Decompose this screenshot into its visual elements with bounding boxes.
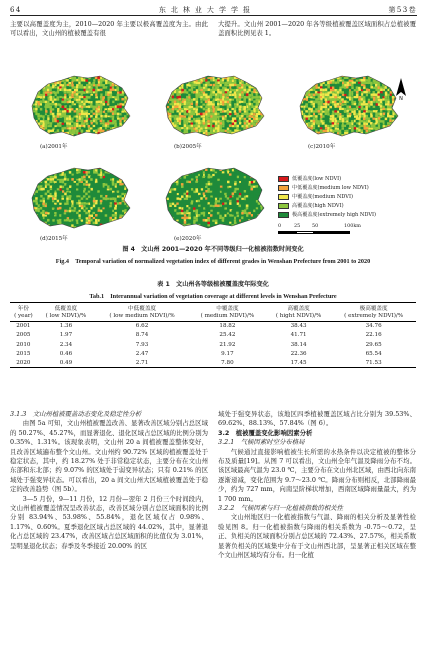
body-column-right	[218, 410, 416, 659]
table-cell: 2.47	[135, 350, 149, 357]
table-cell: 1.97	[59, 332, 73, 339]
figure-caption-cn: 图 4 文山州 2001—2020 年不同等级归一化植被指数时间变化	[122, 246, 304, 253]
page-number: 64	[10, 5, 22, 14]
column-header: 高覆盖度	[266, 303, 331, 313]
legend-label: 极高覆盖度(extremely high NDVI)	[292, 212, 377, 218]
column-header: 中覆盖度	[189, 303, 266, 313]
column-header: 中低覆盖度	[95, 303, 189, 313]
table-cell: 41.71	[290, 332, 307, 339]
table-caption-cn: 表 1 文山州各等级植被覆盖度年际变化	[157, 281, 269, 288]
map-panel-2005	[152, 70, 272, 150]
legend-label: 中低覆盖度(medium low NDVI)	[292, 185, 369, 191]
table-cell: 21.92	[219, 341, 236, 348]
paragraph: 主要以高覆盖度为主，2010—2020 年主要以极高覆盖度为主。由此可以看出，文山州的植被覆盖有很	[10, 20, 208, 38]
table-cell: 29.65	[365, 341, 382, 348]
table-cell: 65.54	[365, 350, 382, 357]
panel-label: (d)2015年	[40, 236, 68, 242]
table-cell: 6.62	[135, 323, 149, 330]
legend-item	[278, 174, 408, 183]
subsection-heading: 3.2.1 气候因素时空分布格局	[218, 438, 305, 447]
scale-tick: 50	[312, 223, 319, 229]
table-cell: 1.36	[59, 323, 73, 330]
legend-swatch	[278, 185, 289, 191]
scale-segment	[314, 231, 350, 234]
legend-label: 低覆盖度(low NDVI)	[292, 176, 342, 182]
running-header	[10, 4, 417, 16]
table-row	[10, 349, 416, 358]
top-text-right	[218, 20, 416, 58]
north-arrow-icon	[394, 76, 408, 100]
column-header: ( medium NDVI)/%	[189, 312, 266, 321]
section-heading: 3.1.3 文山州植被覆盖动态变化及稳定性分析	[10, 410, 142, 418]
table-header-row-en	[10, 312, 416, 321]
table-cell: 2.34	[59, 341, 73, 348]
table-cell: 7.80	[189, 358, 266, 367]
table-cell: 8.74	[135, 332, 149, 339]
table-cell: 2010	[16, 341, 31, 348]
column-header: ( year)	[10, 312, 37, 321]
table-cell: 9.17	[221, 350, 234, 357]
table-row	[10, 321, 416, 330]
panel-label: (e)2020年	[174, 236, 202, 242]
table-1	[10, 302, 416, 368]
legend-label: 中覆盖度(medium NDVI)	[292, 194, 353, 200]
table-cell: 7.93	[135, 341, 149, 348]
ndvi-map	[286, 70, 406, 140]
column-header: ( low medium NDVI)/%	[95, 312, 189, 321]
map-panel-2015	[18, 162, 138, 242]
panel-label: (b)2005年	[174, 144, 202, 150]
scale-tick: 25	[294, 223, 301, 229]
scale-tick: 0	[278, 223, 282, 229]
legend-item	[278, 192, 408, 201]
paragraph: 域处于强变异状态，该地区四季植被覆盖区域占比分别为 39.53%、69.62%、88.13%、57.84%（图 6）。	[218, 410, 416, 428]
paragraph: 3—5 月份，9—11 月份，12 月份—翌年 2 月份三个时间段内，文山州植被覆盖情况呈改善状态，改善区域分别占总区域面积的比例分别 83.94%、53.98%、55.84%，退化区域仅占 0.98%、1.17%、0.60%。夏季退化区域占总区域的 44.02%，其中，显著退化占总区域的 23.47%，改善区域占总区域面积的比值仅为 3.01%，呈明显退化状态；春季及冬季接近 20.00% 的区	[10, 494, 208, 550]
figure-caption-en: Fig.4 Temporal variation of normalized vegetation index of different grades in Wenshan Prefecture from 2001 to 2020	[55, 258, 371, 265]
ndvi-map	[18, 70, 138, 140]
table-cell: 71.53	[331, 358, 416, 367]
table-cell: 0.49	[37, 358, 95, 367]
table-row	[10, 358, 416, 367]
table-cell: 2.71	[95, 358, 189, 367]
column-header: 极高覆盖度	[331, 303, 416, 313]
table-cell: 2005	[16, 332, 31, 339]
ndvi-map	[18, 162, 138, 232]
legend-item	[278, 201, 408, 210]
table-cell: 38.14	[290, 341, 307, 348]
table-row	[10, 331, 416, 340]
table-cell: 38.43	[290, 323, 307, 330]
north-label: N	[399, 96, 403, 100]
section-heading: 3.2 植被覆盖变化影响因素分析	[218, 428, 313, 437]
top-text-left	[10, 20, 208, 58]
journal-title: 东 北 林 业 大 学 学 报	[158, 5, 252, 14]
legend-swatch	[278, 176, 289, 182]
ndvi-map	[152, 70, 272, 140]
legend-label: 高覆盖度(high NDVI)	[292, 203, 344, 209]
table-cell: 18.82	[219, 323, 236, 330]
table-cell: 17.45	[266, 358, 331, 367]
table-cell: 25.42	[219, 332, 236, 339]
volume-number: 第53卷	[388, 5, 417, 14]
scale-segment	[296, 231, 314, 234]
scale-bar	[278, 224, 388, 238]
ndvi-map	[152, 162, 272, 232]
column-header: ( hight NDVI)/%	[266, 312, 331, 321]
paragraph: 由图 5a 可知，文山州植被覆盖改善、显著改善区域分别占总区域的 50.27%、45.27%，而显著退化、退化区域占总区域的比例分别为 0.35%、1.31%。该现象表明，文山州 20 a 间植被覆盖整体变好，且改善区域遍布整个文山州。文山州约 90.72% 区域的植被覆盖处于稳定状态，其中，约 18.27% 处于非常稳定状态，主要分布在文山州东部和东北部；约 9.07% 的区域处于弱变异状态；只有 0.21% 的区域处于强变异状态。可以看出，20 a 间文山州大区域植被覆盖处于稳定的改善趋势（图 5b）。	[10, 419, 208, 494]
legend-swatch	[278, 203, 289, 209]
table-row	[10, 340, 416, 349]
legend-swatch	[278, 194, 289, 200]
scale-segment	[278, 231, 296, 234]
column-header: ( low NDVI)/%	[37, 312, 95, 321]
table-cell: 22.36	[290, 350, 307, 357]
paragraph: 气候通过直接影响植被生长所需的水热条件以决定植被的整体分布及质量[19]。从图 7 可以看出，文山州全年气温及降雨分布不均。该区域最高气温为 23.0 ℃，主要分布在文山州北区域，由西北向东南逐渐递减，变化范围为 9.7～23.0 ℃。降雨分布则相反，北部降雨最少，约为 727 mm，向南呈阶梯状增加，西南区域降雨量最大，约为 1 700 mm。	[218, 447, 416, 503]
legend-item	[278, 210, 408, 219]
map-legend	[278, 174, 408, 219]
table-cell: 2015	[16, 350, 31, 357]
column-header: 低覆盖度	[37, 303, 95, 313]
column-header: 年份	[10, 303, 37, 313]
table-caption-en: Tab.1 Interannual variation of vegetation coverage at different levels in Wenshan Prefecture	[89, 293, 337, 300]
table-header-row-cn	[10, 303, 416, 313]
legend-swatch	[278, 212, 289, 218]
table-cell: 0.46	[59, 350, 73, 357]
paragraph: 文山州地区归一化植被指数与气温、降雨的相关分析及显著性检验见图 8。归一化植被指数与降雨的相关系数为 -0.75～0.72，呈正、负相关的区域面积分别占总区域的 72.43%、27.57%，相关系数显著负相关的区域集中分布于文山州西北部，呈显著正相关区域在整个文山州区域均有分布。归一化植	[218, 513, 416, 560]
legend-item	[278, 183, 408, 192]
body-column-left	[10, 410, 208, 659]
paragraph: 大提升。文山州 2001—2020 年各等级植被覆盖区域面积占总植被覆盖面积比例见表 1。	[218, 20, 416, 38]
map-panel-2001	[18, 70, 138, 150]
table-cell: 22.16	[365, 332, 382, 339]
table-cell: 34.76	[365, 323, 382, 330]
map-panel-2020	[152, 162, 272, 242]
panel-label: (a)2001年	[40, 144, 68, 150]
map-panel-2010	[286, 70, 406, 150]
figure-4	[10, 70, 416, 246]
table-cell: 2020	[10, 358, 37, 367]
panel-label: (c)2010年	[308, 144, 336, 150]
column-header: ( extremely NDVI)/%	[331, 312, 416, 321]
scale-tick: 100km	[344, 223, 361, 229]
subsection-heading: 3.2.2 气候因素与归一化植被指数的相关性	[218, 504, 343, 513]
table-cell: 2001	[16, 323, 31, 330]
